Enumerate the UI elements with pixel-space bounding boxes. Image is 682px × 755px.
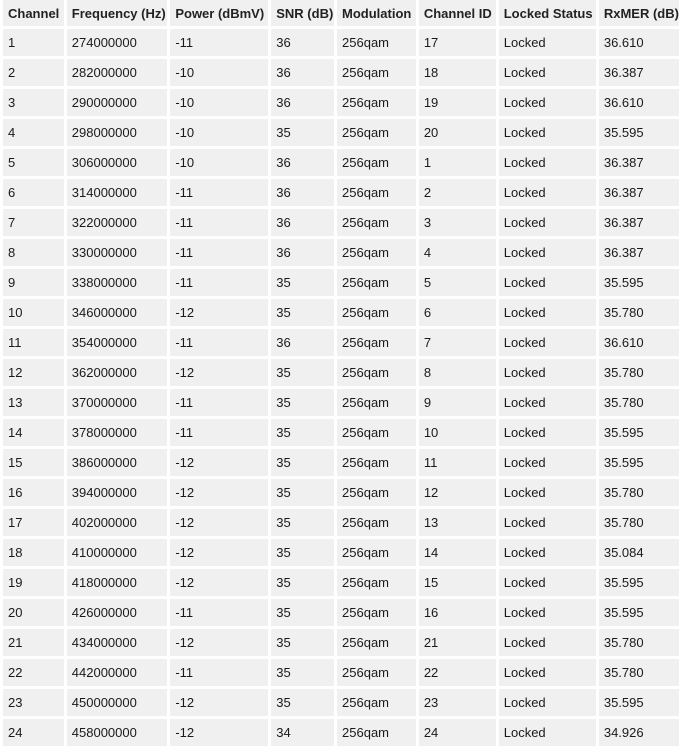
cell-frequency: 434000000 <box>67 629 168 656</box>
table-row <box>3 449 679 476</box>
table-row <box>3 239 679 266</box>
cell-snr: 36 <box>271 179 334 206</box>
table-row <box>3 329 679 356</box>
cell-snr: 36 <box>271 29 334 56</box>
header-power: Power (dBmV) <box>170 0 268 26</box>
cell-rxmer: 35.780 <box>599 299 679 326</box>
cell-snr: 36 <box>271 59 334 86</box>
cell-rxmer: 35.084 <box>599 539 679 566</box>
cell-modulation: 256qam <box>337 659 416 686</box>
cell-power: -10 <box>170 149 268 176</box>
cell-locked-status: Locked <box>499 629 596 656</box>
cell-modulation: 256qam <box>337 419 416 446</box>
cell-channel-id: 11 <box>419 449 496 476</box>
cell-rxmer: 36.387 <box>599 59 679 86</box>
cell-snr: 34 <box>271 719 334 746</box>
cell-modulation: 256qam <box>337 629 416 656</box>
cell-modulation: 256qam <box>337 449 416 476</box>
cell-snr: 35 <box>271 119 334 146</box>
cell-power: -12 <box>170 449 268 476</box>
cell-channel: 14 <box>3 419 64 446</box>
cell-channel-id: 5 <box>419 269 496 296</box>
table-row <box>3 269 679 296</box>
cell-frequency: 290000000 <box>67 89 168 116</box>
cell-frequency: 282000000 <box>67 59 168 86</box>
cell-modulation: 256qam <box>337 29 416 56</box>
cell-channel: 15 <box>3 449 64 476</box>
cell-modulation: 256qam <box>337 59 416 86</box>
cell-power: -11 <box>170 389 268 416</box>
cell-channel: 9 <box>3 269 64 296</box>
cell-rxmer: 35.780 <box>599 359 679 386</box>
cell-channel-id: 16 <box>419 599 496 626</box>
cell-rxmer: 35.595 <box>599 689 679 716</box>
cell-channel: 18 <box>3 539 64 566</box>
cell-power: -12 <box>170 719 268 746</box>
cell-modulation: 256qam <box>337 389 416 416</box>
cell-channel-id: 23 <box>419 689 496 716</box>
cell-channel: 10 <box>3 299 64 326</box>
cell-channel-id: 10 <box>419 419 496 446</box>
table-row <box>3 599 679 626</box>
cell-rxmer: 36.610 <box>599 89 679 116</box>
cell-channel-id: 21 <box>419 629 496 656</box>
cell-snr: 36 <box>271 329 334 356</box>
cell-channel-id: 20 <box>419 119 496 146</box>
cell-channel-id: 9 <box>419 389 496 416</box>
cell-snr: 35 <box>271 659 334 686</box>
cell-power: -12 <box>170 689 268 716</box>
cell-frequency: 322000000 <box>67 209 168 236</box>
cell-frequency: 298000000 <box>67 119 168 146</box>
cell-snr: 35 <box>271 539 334 566</box>
cell-snr: 36 <box>271 89 334 116</box>
cell-locked-status: Locked <box>499 479 596 506</box>
table-row <box>3 659 679 686</box>
cell-channel-id: 15 <box>419 569 496 596</box>
cell-power: -11 <box>170 239 268 266</box>
cell-rxmer: 36.387 <box>599 179 679 206</box>
cell-modulation: 256qam <box>337 689 416 716</box>
cell-modulation: 256qam <box>337 209 416 236</box>
cell-channel-id: 7 <box>419 329 496 356</box>
cell-rxmer: 35.780 <box>599 389 679 416</box>
cell-snr: 35 <box>271 509 334 536</box>
cell-channel: 1 <box>3 29 64 56</box>
cell-power: -12 <box>170 299 268 326</box>
cell-rxmer: 36.387 <box>599 209 679 236</box>
cell-channel-id: 18 <box>419 59 496 86</box>
table-row <box>3 299 679 326</box>
cell-locked-status: Locked <box>499 209 596 236</box>
cell-power: -11 <box>170 599 268 626</box>
cell-rxmer: 35.595 <box>599 119 679 146</box>
header-modulation: Modulation <box>337 0 416 26</box>
cell-locked-status: Locked <box>499 269 596 296</box>
table-row <box>3 119 679 146</box>
table-row <box>3 629 679 656</box>
table-row <box>3 29 679 56</box>
cell-rxmer: 35.780 <box>599 479 679 506</box>
table-header-row <box>3 0 679 26</box>
cell-channel-id: 12 <box>419 479 496 506</box>
cell-channel: 24 <box>3 719 64 746</box>
cell-snr: 35 <box>271 629 334 656</box>
cell-frequency: 442000000 <box>67 659 168 686</box>
table-row <box>3 539 679 566</box>
cell-rxmer: 36.387 <box>599 149 679 176</box>
cell-snr: 35 <box>271 569 334 596</box>
cell-rxmer: 35.780 <box>599 629 679 656</box>
header-locked-status: Locked Status <box>499 0 596 26</box>
cell-modulation: 256qam <box>337 719 416 746</box>
table-row <box>3 179 679 206</box>
cell-snr: 35 <box>271 599 334 626</box>
cell-frequency: 378000000 <box>67 419 168 446</box>
cell-locked-status: Locked <box>499 29 596 56</box>
cell-channel-id: 8 <box>419 359 496 386</box>
cell-modulation: 256qam <box>337 599 416 626</box>
cell-channel: 8 <box>3 239 64 266</box>
cell-frequency: 402000000 <box>67 509 168 536</box>
cell-snr: 35 <box>271 419 334 446</box>
cell-locked-status: Locked <box>499 389 596 416</box>
cell-frequency: 386000000 <box>67 449 168 476</box>
cell-locked-status: Locked <box>499 299 596 326</box>
cell-rxmer: 35.595 <box>599 269 679 296</box>
table-row <box>3 479 679 506</box>
cell-frequency: 314000000 <box>67 179 168 206</box>
header-frequency: Frequency (Hz) <box>67 0 168 26</box>
cell-locked-status: Locked <box>499 659 596 686</box>
cell-channel: 3 <box>3 89 64 116</box>
cell-power: -11 <box>170 269 268 296</box>
cell-channel: 4 <box>3 119 64 146</box>
cell-frequency: 338000000 <box>67 269 168 296</box>
cell-frequency: 306000000 <box>67 149 168 176</box>
cell-frequency: 346000000 <box>67 299 168 326</box>
cell-modulation: 256qam <box>337 509 416 536</box>
cell-locked-status: Locked <box>499 89 596 116</box>
cell-channel: 13 <box>3 389 64 416</box>
cell-snr: 35 <box>271 449 334 476</box>
cell-rxmer: 36.610 <box>599 29 679 56</box>
cell-frequency: 458000000 <box>67 719 168 746</box>
cell-modulation: 256qam <box>337 119 416 146</box>
cell-channel: 2 <box>3 59 64 86</box>
cell-snr: 35 <box>271 689 334 716</box>
cell-modulation: 256qam <box>337 329 416 356</box>
cell-modulation: 256qam <box>337 89 416 116</box>
cell-power: -10 <box>170 89 268 116</box>
cell-modulation: 256qam <box>337 569 416 596</box>
cell-locked-status: Locked <box>499 59 596 86</box>
cell-frequency: 362000000 <box>67 359 168 386</box>
cell-channel: 6 <box>3 179 64 206</box>
header-rxmer: RxMER (dB) <box>599 0 679 26</box>
cell-modulation: 256qam <box>337 539 416 566</box>
cell-modulation: 256qam <box>337 149 416 176</box>
cell-snr: 36 <box>271 239 334 266</box>
table-row <box>3 389 679 416</box>
cell-power: -11 <box>170 209 268 236</box>
cell-rxmer: 35.780 <box>599 659 679 686</box>
cell-rxmer: 36.610 <box>599 329 679 356</box>
cell-channel: 12 <box>3 359 64 386</box>
cell-locked-status: Locked <box>499 599 596 626</box>
cell-power: -11 <box>170 179 268 206</box>
header-channel: Channel <box>3 0 64 26</box>
cell-locked-status: Locked <box>499 359 596 386</box>
cell-locked-status: Locked <box>499 149 596 176</box>
cell-power: -11 <box>170 659 268 686</box>
cell-locked-status: Locked <box>499 719 596 746</box>
table-body <box>3 29 679 746</box>
cell-power: -12 <box>170 569 268 596</box>
cell-channel-id: 13 <box>419 509 496 536</box>
cell-locked-status: Locked <box>499 509 596 536</box>
cell-channel: 5 <box>3 149 64 176</box>
cell-channel-id: 2 <box>419 179 496 206</box>
table-row <box>3 689 679 716</box>
cell-locked-status: Locked <box>499 449 596 476</box>
table-row <box>3 59 679 86</box>
cell-channel: 17 <box>3 509 64 536</box>
cell-modulation: 256qam <box>337 359 416 386</box>
cell-power: -12 <box>170 509 268 536</box>
table-row <box>3 209 679 236</box>
cell-locked-status: Locked <box>499 329 596 356</box>
cell-frequency: 450000000 <box>67 689 168 716</box>
cell-channel: 11 <box>3 329 64 356</box>
cell-power: -11 <box>170 29 268 56</box>
table-row <box>3 569 679 596</box>
cell-power: -10 <box>170 59 268 86</box>
cell-frequency: 410000000 <box>67 539 168 566</box>
cell-locked-status: Locked <box>499 419 596 446</box>
cell-frequency: 354000000 <box>67 329 168 356</box>
cell-locked-status: Locked <box>499 689 596 716</box>
cell-rxmer: 35.595 <box>599 419 679 446</box>
cell-channel: 21 <box>3 629 64 656</box>
cell-frequency: 418000000 <box>67 569 168 596</box>
cell-channel-id: 4 <box>419 239 496 266</box>
cell-modulation: 256qam <box>337 269 416 296</box>
cell-locked-status: Locked <box>499 539 596 566</box>
cell-power: -12 <box>170 479 268 506</box>
cell-channel: 7 <box>3 209 64 236</box>
cell-snr: 36 <box>271 149 334 176</box>
cell-power: -12 <box>170 629 268 656</box>
cell-channel-id: 1 <box>419 149 496 176</box>
cell-channel: 23 <box>3 689 64 716</box>
cell-channel-id: 19 <box>419 89 496 116</box>
cell-snr: 35 <box>271 359 334 386</box>
cell-channel-id: 22 <box>419 659 496 686</box>
cell-rxmer: 35.595 <box>599 599 679 626</box>
table-row <box>3 719 679 746</box>
table-row <box>3 89 679 116</box>
cell-rxmer: 34.926 <box>599 719 679 746</box>
cell-channel: 20 <box>3 599 64 626</box>
cell-modulation: 256qam <box>337 179 416 206</box>
cell-frequency: 394000000 <box>67 479 168 506</box>
cell-power: -11 <box>170 329 268 356</box>
table-row <box>3 149 679 176</box>
header-channel-id: Channel ID <box>419 0 496 26</box>
cell-channel: 16 <box>3 479 64 506</box>
cell-locked-status: Locked <box>499 119 596 146</box>
cell-rxmer: 35.595 <box>599 569 679 596</box>
table-row <box>3 359 679 386</box>
cell-channel-id: 3 <box>419 209 496 236</box>
table-row <box>3 419 679 446</box>
cell-modulation: 256qam <box>337 239 416 266</box>
cell-channel-id: 17 <box>419 29 496 56</box>
cell-channel: 22 <box>3 659 64 686</box>
cell-power: -12 <box>170 539 268 566</box>
cell-power: -10 <box>170 119 268 146</box>
cell-snr: 35 <box>271 389 334 416</box>
header-snr: SNR (dB) <box>271 0 334 26</box>
cell-locked-status: Locked <box>499 569 596 596</box>
cell-frequency: 370000000 <box>67 389 168 416</box>
cell-frequency: 274000000 <box>67 29 168 56</box>
cell-rxmer: 35.595 <box>599 449 679 476</box>
cell-channel-id: 6 <box>419 299 496 326</box>
cell-power: -12 <box>170 359 268 386</box>
cell-rxmer: 36.387 <box>599 239 679 266</box>
cell-channel-id: 14 <box>419 539 496 566</box>
cell-frequency: 330000000 <box>67 239 168 266</box>
cell-channel-id: 24 <box>419 719 496 746</box>
cell-snr: 36 <box>271 209 334 236</box>
cell-snr: 35 <box>271 479 334 506</box>
cell-modulation: 256qam <box>337 299 416 326</box>
cell-modulation: 256qam <box>337 479 416 506</box>
cell-locked-status: Locked <box>499 179 596 206</box>
cell-channel: 19 <box>3 569 64 596</box>
cell-snr: 35 <box>271 299 334 326</box>
cell-snr: 35 <box>271 269 334 296</box>
cell-locked-status: Locked <box>499 239 596 266</box>
table-row <box>3 509 679 536</box>
cell-frequency: 426000000 <box>67 599 168 626</box>
cell-power: -11 <box>170 419 268 446</box>
cell-rxmer: 35.780 <box>599 509 679 536</box>
